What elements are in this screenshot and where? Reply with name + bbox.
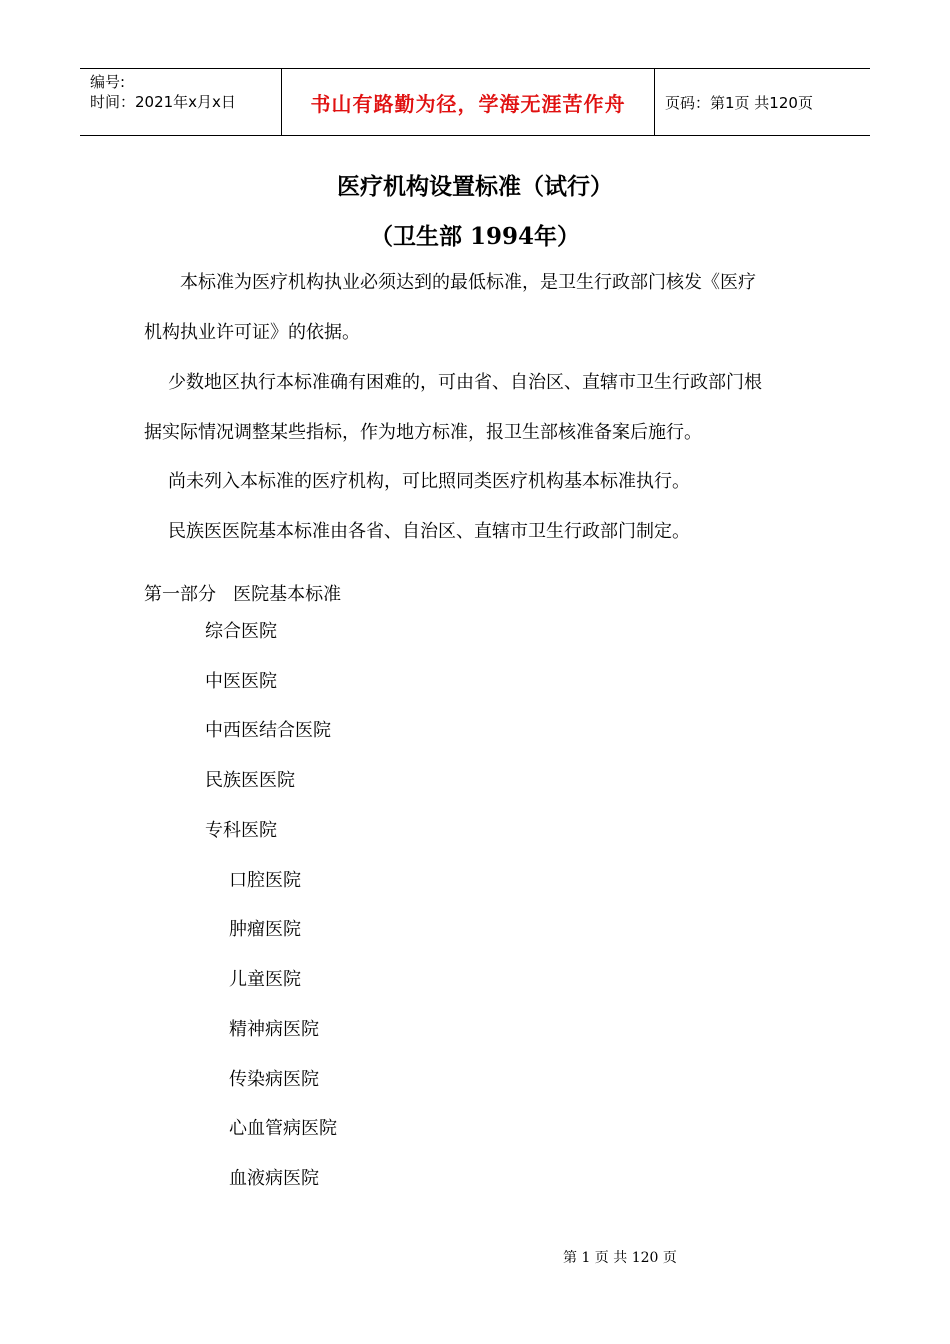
sub-list-item: 心血管病医院 — [229, 1118, 337, 1139]
list-item: 专科医院 — [205, 820, 277, 841]
sub-list-item: 肿瘤医院 — [229, 919, 301, 940]
paragraph-line: 本标准为医疗机构执业必须达到的最低标准，是卫生行政部门核发《医疗 — [180, 272, 756, 293]
document-number-label: 编号: — [90, 73, 126, 91]
paragraph-line: 据实际情况调整某些指标，作为地方标准，报卫生部核准备案后施行。 — [144, 422, 702, 443]
page-footer — [0, 1247, 950, 1267]
header-meta — [90, 72, 236, 112]
paragraph-line: 民族医医院基本标准由各省、自治区、直辖市卫生行政部门制定。 — [168, 521, 690, 542]
list-item: 中西医结合医院 — [205, 720, 331, 741]
header-divider-right — [654, 69, 655, 135]
sub-list-item: 血液病医院 — [229, 1168, 319, 1189]
header-page-info: 页码：第1页 共120页 — [665, 93, 813, 112]
sub-list-item: 儿童医院 — [229, 969, 301, 990]
sub-list-item: 精神病医院 — [229, 1019, 319, 1040]
header-motto: 书山有路勤为径，学海无涯苦作舟 — [310, 91, 626, 116]
footer-page-number: 第 1 页 共 120 页 — [563, 1250, 677, 1266]
list-item: 民族医医院 — [205, 770, 295, 791]
document-date-label: 时间：2021年x月x日 — [90, 93, 236, 111]
section-heading: 第一部分 医院基本标准 — [144, 584, 342, 605]
document-title: 医疗机构设置标准（试行） — [337, 173, 613, 200]
sub-list-item: 口腔医院 — [229, 870, 301, 891]
page-header — [80, 68, 870, 136]
sub-list-item: 传染病医院 — [229, 1069, 319, 1090]
list-item: 中医医院 — [205, 671, 277, 692]
document-subtitle: （卫生部 1994年） — [369, 223, 581, 250]
paragraph-line: 少数地区执行本标准确有困难的，可由省、自治区、直辖市卫生行政部门根 — [168, 372, 762, 393]
paragraph-line: 机构执业许可证》的依据。 — [144, 322, 360, 343]
list-item: 综合医院 — [205, 621, 277, 642]
paragraph-line: 尚未列入本标准的医疗机构，可比照同类医疗机构基本标准执行。 — [168, 471, 690, 492]
